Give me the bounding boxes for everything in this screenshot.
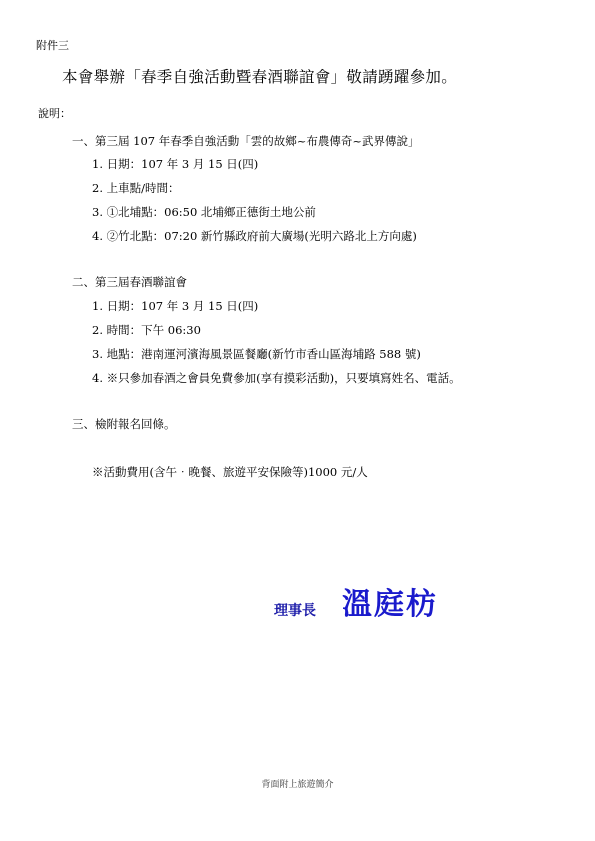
explanation-label: 說明： <box>38 107 71 120</box>
section-2-heading: 二、第三屆春酒聯誼會 <box>72 275 187 289</box>
section-1-heading: 一、第三屆 107 年春季自強活動「雲的故鄉~布農傳奇~武界傳說」 <box>72 134 420 148</box>
footer-note: 背面附上旅遊簡介 <box>261 780 334 790</box>
attachment-label: 附件三 <box>36 39 69 52</box>
document-title: 本會舉辦「春季自強活動暨春酒聯誼會」敬請踴躍參加。 <box>62 68 458 86</box>
section-2-item-3: 3. 地點：港南運河濱海風景區餐廳(新竹市香山區海埔路 588 號) <box>92 347 421 361</box>
section-2-item-1: 1. 日期：107 年 3 月 15 日(四) <box>92 299 259 313</box>
signature-name: 溫庭枋 <box>342 587 438 622</box>
fee-note: ※活動費用(含午‧晚餐、旅遊平安保險等)1000 元/人 <box>92 465 368 479</box>
signature-role: 理事長 <box>274 603 316 619</box>
section-2-item-4: 4. ※只參加春酒之會員免費參加(享有摸彩活動)，只要填寫姓名、電話。 <box>92 371 461 385</box>
section-1-item-4: 4. ②竹北點：07:20 新竹縣政府前大廣場(光明六路北上方向處) <box>92 229 417 243</box>
section-1-item-3: 3. ①北埔點：06:50 北埔鄉正德街土地公前 <box>92 205 316 219</box>
section-3-heading: 三、檢附報名回條。 <box>72 417 176 431</box>
section-2-item-2: 2. 時間：下午 06:30 <box>92 323 201 337</box>
section-1-item-1: 1. 日期：107 年 3 月 15 日(四) <box>92 157 259 171</box>
section-1-item-2: 2. 上車點/時間： <box>92 181 180 195</box>
